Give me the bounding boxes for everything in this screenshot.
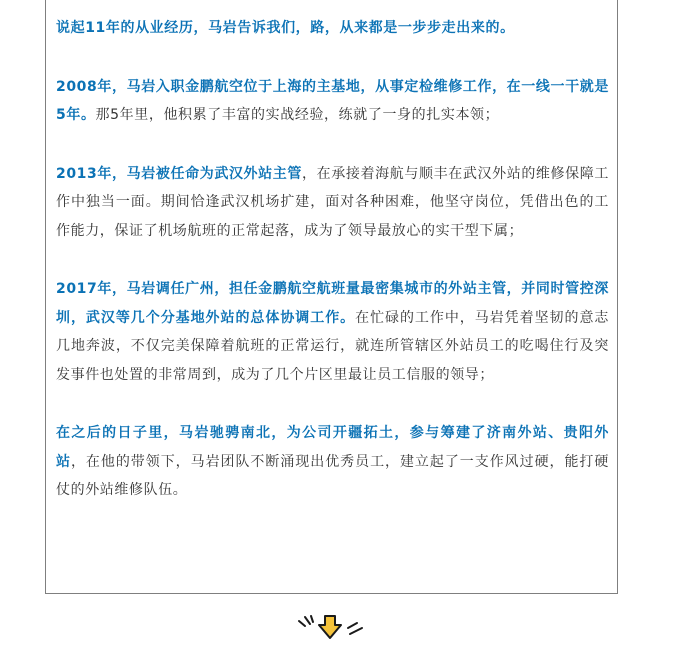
p2017-text: 在忙碌的工作中，马岩凭着坚韧的意志几地奔波，不仅完美保障着航班的正常运行，就连所管辖区外站员工的吃喝住行及突发事件也处置的非常周到，成为了几个片区里最让员工信服的领导； [56, 309, 609, 383]
pafter-text: ，在他的带领下，马岩团队不断涌现出优秀员工，建立起了一支作风过硬，能打硬仗的外站维修队伍。 [56, 453, 609, 498]
p2008-highlight: 2008年，马岩入职金鹏航空位于上海的主基地，从事定检维修工作，在一线一干就是5年。 [56, 78, 609, 123]
paragraph-2008 [56, 73, 609, 130]
article-card [45, 0, 618, 594]
paragraph-2017 [56, 275, 609, 389]
pafter-highlight: 在之后的日子里，马岩驰骋南北，为公司开疆拓土，参与筹建了济南外站、贵阳外站 [56, 425, 609, 470]
paragraph-2013 [56, 160, 609, 246]
paragraph-after [56, 419, 609, 505]
p2008-text: 那5年里，他积累了丰富的实战经验，练就了一身的扎实本领； [95, 107, 500, 123]
p2013-text: ，在承接着海航与顺丰在武汉外站的维修保障工作中独当一面。期间恰逢武汉机场扩建，面对各种困难，他坚守岗位，凭借出色的工作能力，保证了机场航班的正常起落，成为了领导最放心的实干型下属； [56, 165, 610, 239]
p2017-highlight: 2017年，马岩调任广州，担任金鹏航空航班量最密集城市的外站主管，并同时管控深圳，武汉等几个分基地外站的总体协调工作。 [56, 281, 609, 326]
paragraph-intro [56, 14, 609, 43]
p2013-highlight: 2013年，马岩被任命为武汉外站主管 [56, 165, 303, 182]
down-arrow-icon [296, 609, 376, 645]
article-content [56, 14, 609, 535]
intro-highlight: 说起11年的从业经历，马岩告诉我们，路，从来都是一步步走出来的。 [56, 20, 515, 36]
